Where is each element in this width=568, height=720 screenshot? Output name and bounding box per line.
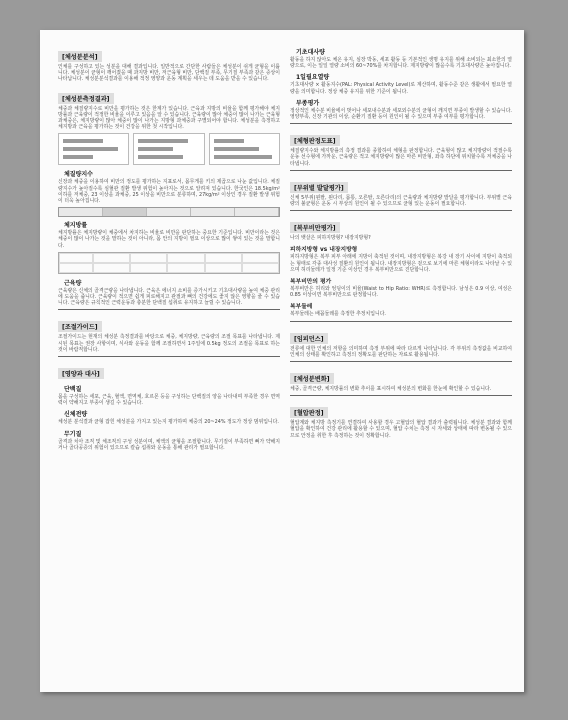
sample-charts [58,133,280,165]
divider [290,321,512,322]
section-text: 체성분 분석결과 균형 잡힌 체성분을 가지고 있는지 평가하며 체중의 20~24% 정도가 정상 범위입니다. [58,419,279,426]
section-text: 조절가이드는 현재의 체성분 측정결과를 바탕으로 체중, 체지방량, 근육량의 조절 목표를 나타냅니다. 제시된 목표는 권장 사항이며, 식사와 운동을 함께 조절하면서 1주일에 0.5kg 정도의 조절을 목표로 하는 것이 바람직합니다. [58,334,280,353]
sample-chart-thumbnail [133,133,204,165]
section-text: 체중과 체질량지수로 비만을 평가하는 것은 한계가 있습니다. 근육과 지방의 비율을 함께 평가해야 체지방률과 근육량이 적정한 비율을 이루고 있음을 알 수 있습니다. 근육량이 많아 체중이 많이 나가는 근육형 과체중은, 체지방량이 많아 체중이 많이 나가는 지방형 과체중과 구별되어야 합니다. 체성분을 측정하고 체지방과 근육을 평가하는 것이 건강을 위한 첫 시작입니다. [58,105,280,131]
section-text: 활동을 하지 않아도 체온 유지, 심장 박동, 세포 활동 등 기본적인 생명 유지를 위해 소비되는 최소한의 열량으로, 이는 일일 열량 소비의 60~70%를 차지합니다. 제지방량이 많을수록 기초대사량은 높아집니다. [290,57,512,70]
divider [290,395,512,396]
section-text: 혈압계와 체지방 측정기를 연결하여 사용할 경우 고혈압의 혈압 결과가 출력됩니다. 체성분 결과와 함께 혈압을 확인하여 건강 관리에 활용할 수 있으며, 혈압 수치는 측정 시 자세와 상태에 따라 변동될 수 있으므로 안정을 취한 후 측정하는 것이 정확합니다. [290,420,512,439]
section-heading: [조절가이드] [58,321,102,332]
section-text: 체지방률은 체지방량이 체중에서 차지하는 비율로 비만을 판단하는 중요한 기준입니다. 비만이라는 것은 체중이 많이 나가는 것을 말하는 것이 아니라, 몸 안의 지방이 필요 이상으로 많이 쌓여 있는 것을 말합니다. [58,230,280,249]
section-text: 몸을 구성하는 세포, 근육, 혈액, 면역체, 호르몬 등을 구성하는 단백질의 양을 나타내며 부족한 경우 면역력이 약해지고 부종이 생길 수 있습니다. [58,394,280,407]
section-text: 복부비만은 허리와 엉덩이의 비율(Waist to Hip Ratio: WHR)로 측정합니다. 남성은 0.9 이상, 여성은 0.85 이상이면 복부비만으로 판정합니다. [290,286,512,299]
bmi-gauge-graphic [58,207,280,217]
section-heading: [체성분분석] [58,51,102,62]
section-heading: [체성분변화] [290,373,334,384]
subsection-heading: 무기질 [64,430,82,438]
subsection-heading: 1일필요열량 [296,74,330,82]
left-column [58,44,280,454]
section-text: 골격과 치아 조직 및 체조직의 구성 성분이며, 체액의 균형을 조절합니다. 무기질이 부족하면 뼈가 약해지거나 골다공증의 위험이 있으므로 칼슘 섭취와 운동을 통해 관리가 필요합니다. [58,438,280,451]
divider [290,123,512,124]
subsection-heading: 기초대사량 [296,49,325,56]
bullet-heading: 피하지방형 vs 내장지방형 [290,247,358,254]
bullet-heading: 복부둘레 [290,304,313,311]
bullet-heading: 복부비만의 평가 [290,279,332,286]
divider [290,170,512,171]
section-heading: [혈압판정] [290,407,328,418]
sample-chart-thumbnail [209,133,280,165]
subsection-heading: 체질량지수 [64,171,93,179]
section-text: 근육량은 신체의 골격근량을 나타냅니다. 근육은 에너지 소비를 증가시키고 기초대사량을 높여 체중 관리에 도움을 줍니다. 근육량이 적으면 쉽게 피로해지고 관절과 뼈의 건강에도 좋지 않은 영향을 줄 수 있습니다. 근육량은 규칙적인 근력운동과 충분한 단백질 섭취로 유지하고 늘릴 수 있습니다. [58,287,280,307]
section-text: 신체 5부위(왼팔, 왼다리, 몸통, 오른팔, 오른다리)의 근육량과 체지방량 발달을 평가합니다. 부위별 근육량의 불균형은 운동 시 부상의 원인이 될 수 있으므로 균형 있는 운동이 필요합니다. [290,194,512,208]
section-text: 정상적인 체수분 비율에서 벗어나 세포내수분과 세포외수분의 균형이 깨지면 부종이 발생할 수 있습니다. 영양부족, 신장 기관의 이상, 순환기 질환 등이 원인이 될 수 있으며 부종 여부를 평가합니다. [290,107,512,121]
body-fat-table-graphic [58,252,280,274]
section-text: 피하지방형은 복부 피부 아래에 지방이 축적된 것이며, 내장지방형은 복강 내 장기 사이에 지방이 축적되는 형태로 각종 대사성 질환의 원인이 됩니다. 내장지방형은 겉으로 보기에 마른 체형이라도 나타날 수 있으며 허리둘레가 일정 기준 이상인 경우 복부비만으로 진단합니다. [290,254,512,273]
subsection-heading: 체지방률 [64,222,88,230]
section-text: 복부둘레는 배꼽둘레를 측정한 추정치입니다. [290,311,386,318]
divider [58,356,280,357]
section-heading: [부위별 발달평가] [290,182,348,193]
section-text: 체질량지수와 체지방률의 측정 결과를 종합하여 체형을 판정합니다. 근육형이 많고 체지방량이 적절수록 운동 선수형에 가까운, 근육량은 적고 체지방량이 많은 마른 비만형, 좌측 하단에 위치할수록 저체중을 나타냅니다. [290,148,512,167]
divider [58,309,280,310]
sample-chart-thumbnail [58,133,129,165]
section-text: 신장과 체중을 이용하여 비만의 정도를 평가하는 지표로서, 몸무게를 키의 제곱으로 나눈 값입니다. 체질량지수가 높아질수록 심혈관 질환 발생 위험이 높아지는 것으로 알려져 있습니다. 한국인은 18.5kg/m² 이하를 저체중, 23 이상을 과체중, 25 이상을 비만으로 분류하며, 27kg/m² 이상인 경우 질환 발생 위험이 더욱 높아집니다. [58,179,280,205]
section-text: 기초대사량 × 활동지수(PAL: Physical Activity Level)로 계산하며, 활동수준 같은 생활에서 필요한 열량을 의미합니다. 정상 체중 유지를 위한 기준이 됩니다. [290,82,512,95]
section-text: 전류에 대한 인체의 저항을 의미하며 측정 부위에 따라 다르게 나타납니다. 각 부위의 측정값을 비교하여 인체의 상태를 확인하고 측정의 정확도를 판단하는 자료로 활용됩니다. [290,345,512,358]
subsection-heading: 신체전량 [64,411,88,419]
subsection-heading: 부종평가 [296,99,320,107]
question-text: 나의 뱃살은 피하지방형? 내장지방형? [290,235,371,242]
section-heading: [복부비만평가] [290,222,340,233]
section-heading: [체형판정도표] [290,135,340,146]
subsection-heading: 근육량 [64,279,82,287]
subsection-heading: 단백질 [64,386,82,394]
document-page [40,30,524,692]
section-heading: [영양과 대사] [58,368,104,379]
section-heading: [체성분측정결과] [58,93,114,104]
section-text: 인체를 구성하고 있는 성분을 대해 결과입니다. 일반적으로 간단한 사람들은 체성분이 쉬게 균형을 이룹니다. 체성분이 균형이 깨어졌을 때 과지방 비만, 저근육형 비만, 단백질 부족, 무기질 부족과 같은 증상이 나타납니다. 체성분분석결과를 이용해 적정 영양과 운동 계획을 세우는 데 도움을 받을 수 있습니다. [58,64,280,83]
divider [290,210,512,211]
divider [290,361,512,362]
right-column [290,44,512,442]
section-heading: [임피던스] [290,333,328,344]
section-text: 체중, 골격근량, 체지방률의 변화 추이를 표시하여 체성분의 변화를 한눈에 확인할 수 있습니다. [290,386,492,393]
